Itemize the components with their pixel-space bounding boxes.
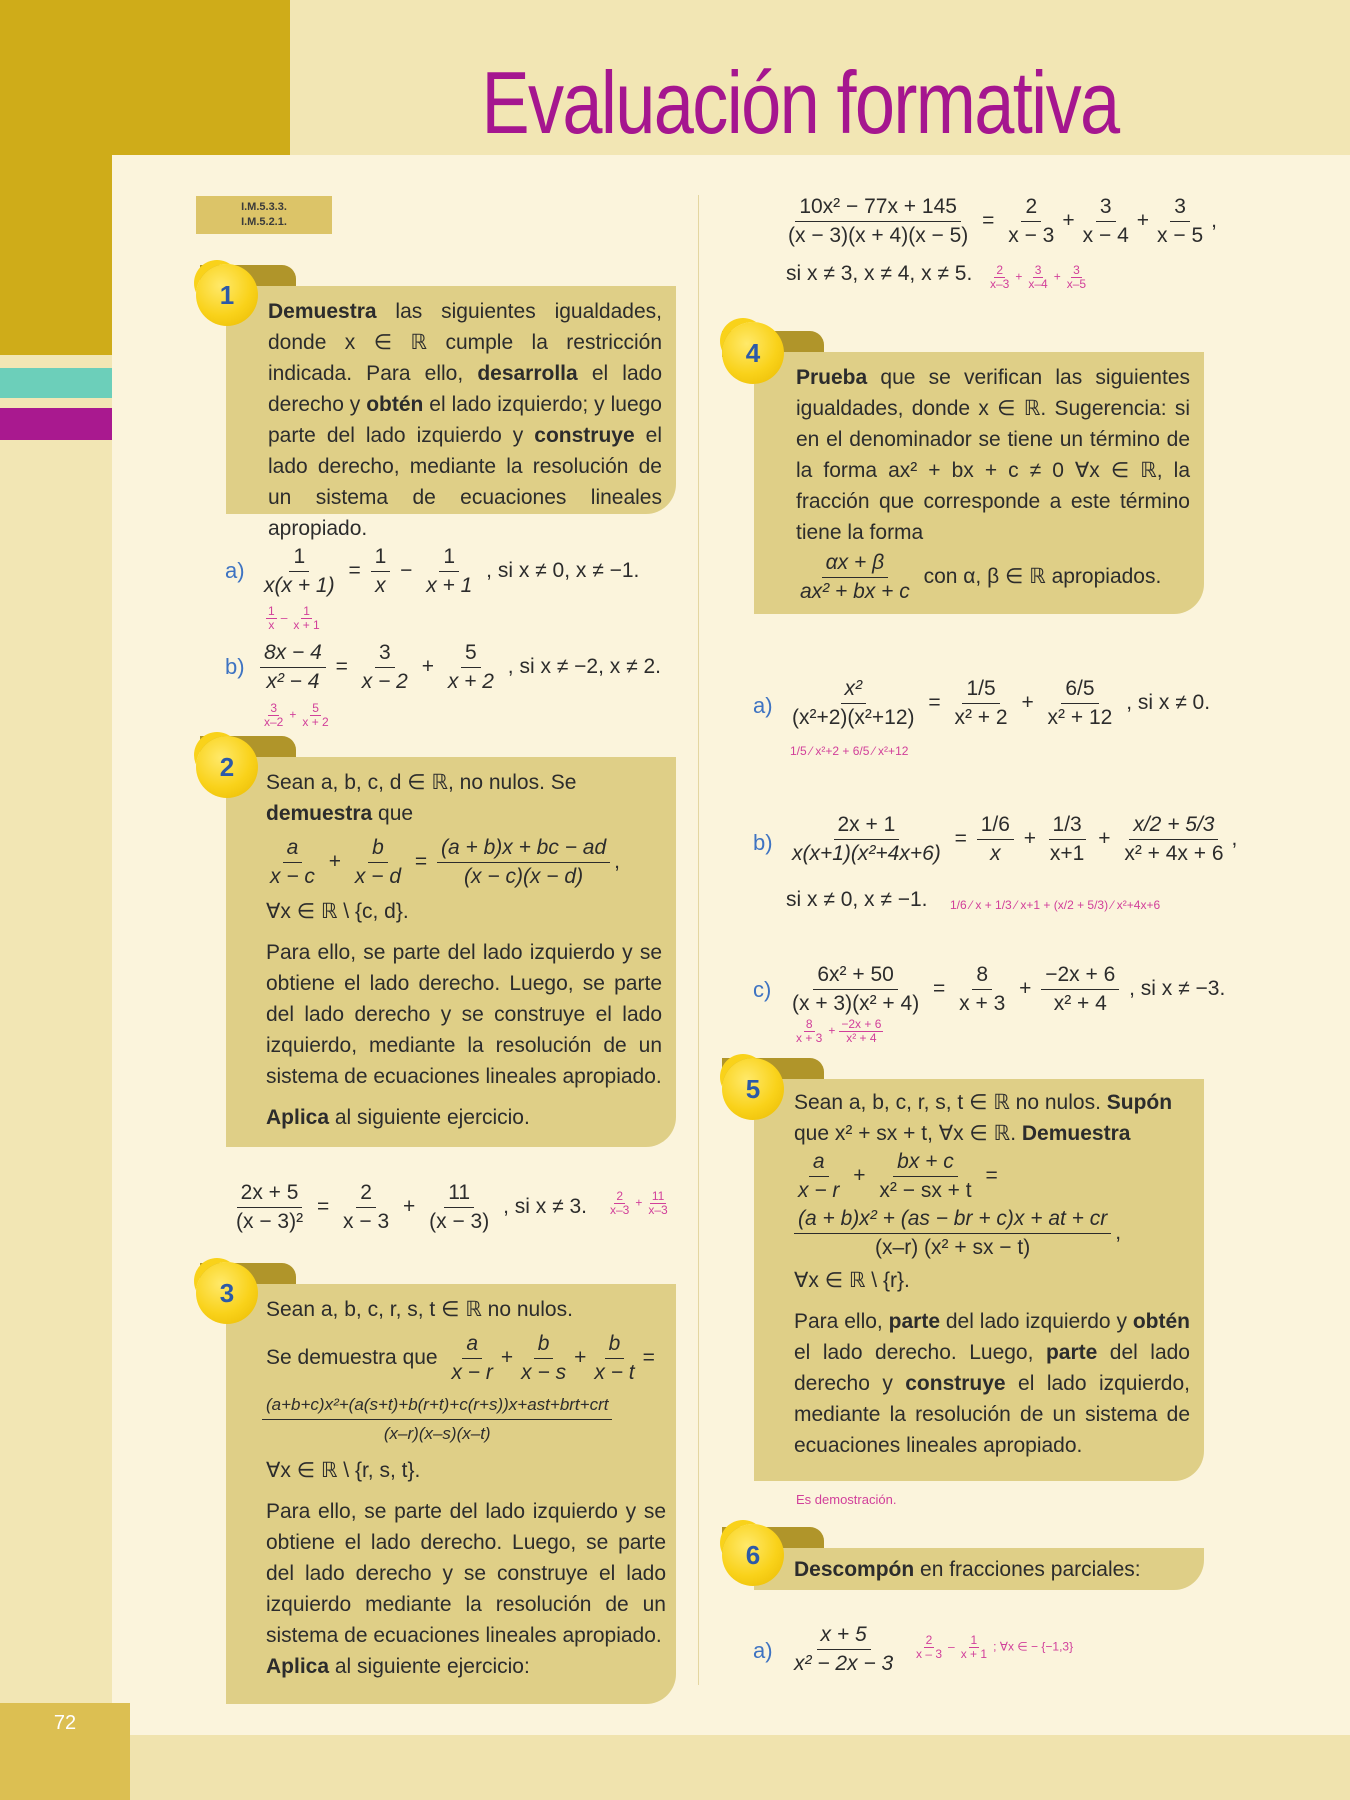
answer-6a: $\frac{2}{x - 3}$ – $\frac{1}{x + 1}$ ; ∀x ∈ − {−1,3} bbox=[916, 1633, 1074, 1661]
equation-1a: $\frac{1}{x(x + 1)}$ = $\frac{1}{x}$ − $\frac{1}{x + 1}$ , si x ≠ 0, x ≠ −1. bbox=[264, 545, 640, 597]
exercise-2-badge: 2 bbox=[196, 736, 258, 798]
exercise-3-badge: 3 bbox=[196, 1262, 258, 1324]
ex3-forall: ∀x ∈ ℝ \ {r, s, t}. bbox=[266, 1459, 421, 1482]
item-label: b) bbox=[225, 654, 245, 679]
ex2-identity: $\frac{a}{x - c}$ + $\frac{b}{x - d}$ = $\frac{(a + b)x + bc - ad}{(x - c)(x - d)}$ , bbox=[270, 836, 620, 888]
exercise-6-card bbox=[754, 1548, 1204, 1590]
equation-4a: $\frac{\text{x²}}{\text{(x²+2)(x²+12)}}$ = $\frac{1/5}{\text{x² + 2}}$ + $\frac{6/5}{\text{x² + 12}}$ , si x ≠ 0. bbox=[792, 677, 1211, 729]
ex1-text: el lado izquierdo; y luego parte del lado izquierdo y bbox=[268, 393, 662, 447]
item-label: a) bbox=[753, 693, 773, 718]
ex1-text: las siguientes igualdades, donde x ∈ ℝ cumple la restricción indicada. Para ello, bbox=[268, 300, 662, 385]
ex6-text: Descompón en fracciones parciales: bbox=[794, 1558, 1141, 1581]
answer-1b: $\frac{3}{x-2}$ + $\frac{5}{x + 2}$ bbox=[264, 701, 329, 729]
page-title: Evaluación formativa bbox=[481, 53, 1119, 152]
indicator-codes bbox=[196, 196, 332, 234]
answer-4b: 1/6 ⁄ x + 1/3 ⁄ x+1 + (x/2 + 5/3) ⁄ x²+4x+6 bbox=[950, 898, 1161, 912]
answer-4a: 1/5 ⁄ x²+2 + 6/5 ⁄ x²+12 bbox=[790, 744, 909, 758]
ex4-text: Prueba que se verifican las siguientes igualdades, donde x ∈ ℝ. Sugerencia: si en el denominador se tiene un término de la forma ax² + bx + c ≠ 0 ∀x ∈ ℝ, la fracción que corresponde a este término tiene la forma bbox=[796, 366, 1190, 544]
page-number: 72 bbox=[53, 1712, 77, 1734]
exercise-5-badge: 5 bbox=[722, 1058, 784, 1120]
ex1-verb: desarrolla bbox=[477, 362, 578, 385]
indicator-code: I.M.5.2.1. bbox=[241, 216, 287, 228]
exercise-4-card bbox=[754, 352, 1204, 614]
equation-3-exercise: $\frac{\text{10x² − 77x + 145}}{(x - 3)(x + 4)(x - 5)}$ = $\frac{2}{x - 3}$ + $\frac{3}{x - 4}$ + $\frac{3}{x - 5}$ , bbox=[788, 195, 1217, 247]
ex5-forall: ∀x ∈ ℝ \ {r}. bbox=[794, 1269, 910, 1292]
equation-1b: $\frac{8x - 4}{\text{x² − 4}}$ = $\frac{3}{x - 2}$ + $\frac{5}{x + 2}$ , si x ≠ −2, x ≠ 2. bbox=[256, 640, 661, 695]
ex2-para: Para ello, se parte del lado izquierdo y se obtiene el lado derecho. Luego, se parte del lado derecho y se construye el lado izquierdo, mediante la resolución de un sistema de ecuaciones lineales apropiado. bbox=[266, 941, 662, 1088]
exercise-4-badge: 4 bbox=[722, 322, 784, 384]
ex3-para: Para ello, se parte del lado izquierdo y se obtiene el lado derecho. Luego, se parte del lado derecho y se construye el lado izquierdo mediante la resolución de un sistema de ecuaciones lineales apropiado. bbox=[266, 1500, 666, 1647]
item-label: a) bbox=[753, 1638, 773, 1663]
ex1-text: el lado derecho, mediante la resolución de un sistema de ecuaciones lineales apropiado. bbox=[268, 424, 662, 540]
ex1-verb: Demuestra bbox=[268, 300, 377, 323]
ex1-verb: obtén bbox=[366, 393, 424, 416]
ex3-intro: Sean a, b, c, r, s, t ∈ ℝ no nulos. bbox=[266, 1298, 573, 1321]
item-label: b) bbox=[753, 830, 773, 855]
answer-2: $\frac{2}{x-3}$ + $\frac{11}{x-3}$ bbox=[610, 1189, 668, 1217]
answer-1a: $\frac{1}{x}$ – $\frac{1}{x + 1}$ bbox=[268, 604, 320, 632]
indicator-code: I.M.5.3.3. bbox=[241, 201, 287, 213]
ex2-intro: Sean a, b, c, d ∈ ℝ, no nulos. Se demuestra que bbox=[266, 771, 577, 825]
answer-3: $\frac{2}{x-3}$ + $\frac{3}{x-4}$ + $\frac{3}{x-5}$ bbox=[990, 263, 1087, 291]
exercise-2-card bbox=[226, 757, 676, 1147]
answer-4c: $\frac{8}{x + 3}$ + $\frac{-2x + 6}{\text{x² + 4}}$ bbox=[796, 1017, 882, 1045]
equation-4b-condition: si x ≠ 0, x ≠ −1. bbox=[786, 888, 928, 911]
ex5-para: Para ello, parte del lado izquierdo y obtén el lado derecho. Luego, parte del lado derecho y construye el lado izquierdo, mediante la resolución de un sistema de ecuaciones lineales apropiado. bbox=[794, 1310, 1191, 1457]
ex3-identity-right: $\frac{\text{(a+b+c)x²+(a(s+t)+b(r+t)+c(r+s))x+ast+brt+crt}}{(x-r)(x-s)(x-t)}$ bbox=[262, 1392, 666, 1447]
ex4-form: $\frac{\alpha x + \beta}{\text{ax² + bx + c}}$ con α, β ∈ ℝ apropiados. bbox=[800, 551, 1162, 603]
exercise-3-card bbox=[226, 1284, 676, 1704]
teal-stripe bbox=[0, 368, 112, 398]
magenta-stripe bbox=[0, 408, 112, 440]
ex5-identity-left: $\frac{a}{x - r}$ + $\frac{bx + c}{\text{x² − sx + t}}$ = bbox=[798, 1150, 998, 1202]
footer-band bbox=[0, 1735, 1350, 1800]
exercise-6-badge: 6 bbox=[722, 1524, 784, 1586]
item-label: c) bbox=[753, 977, 772, 1002]
ex2-forall: ∀x ∈ ℝ \ {c, d}. bbox=[266, 900, 409, 923]
ex1-verb: construye bbox=[534, 424, 635, 447]
exercise-1-badge: 1 bbox=[196, 264, 258, 326]
ex3-aplica: Aplica al siguiente ejercicio: bbox=[266, 1655, 530, 1678]
column-divider bbox=[698, 195, 699, 1685]
equation-4b: $\frac{2x + 1}{\text{x(x+1)(x²+4x+6)}}$ = $\frac{1/6}{x}$ + $\frac{1/3}{x+1}$ + $\frac{x/2 + 5/3}{\text{x² + 4x + 6}}$ , bbox=[792, 813, 1238, 865]
ex3-identity-left: Se demuestra que $\frac{a}{x - r}$ + $\frac{b}{x - s}$ + $\frac{b}{x - t}$ = bbox=[266, 1332, 655, 1384]
item-label: a) bbox=[225, 558, 245, 583]
equation-2-exercise: $\frac{2x + 5}{\text{(x − 3)²}}$ = $\frac{2}{x - 3}$ + $\frac{11}{(x - 3)}$ , si x ≠ 3. bbox=[236, 1181, 587, 1233]
equation-3-condition: si x ≠ 3, x ≠ 4, x ≠ 5. bbox=[786, 262, 973, 285]
exercise-1-card bbox=[226, 286, 676, 540]
answer-5: Es demostración. bbox=[796, 1492, 897, 1507]
exercise-5-card bbox=[754, 1079, 1204, 1481]
ex2-aplica: Aplica al siguiente ejercicio. bbox=[266, 1106, 530, 1129]
ex1-text: el lado derecho y bbox=[268, 362, 662, 416]
ex5-intro: Sean a, b, c, r, s, t ∈ ℝ no nulos. Supón que x² + sx + t, ∀x ∈ ℝ. Demuestra bbox=[794, 1091, 1173, 1145]
ex5-identity-right: $\frac{\text{(a + b)x² + (as − br + c)x + at + cr}}{\text{(x–r) (x² + sx − t)}}$ , bbox=[794, 1206, 1190, 1261]
equation-4c: $\frac{\text{6x² + 50}}{\text{(x + 3)(x² + 4)}}$ = $\frac{8}{x + 3}$ + $\frac{-2x + 6}{\text{x² + 4}}$ , si x ≠ −3. bbox=[792, 963, 1226, 1015]
equation-6a: $\frac{x + 5}{\text{x² − 2x − 3}}$ bbox=[794, 1623, 894, 1675]
